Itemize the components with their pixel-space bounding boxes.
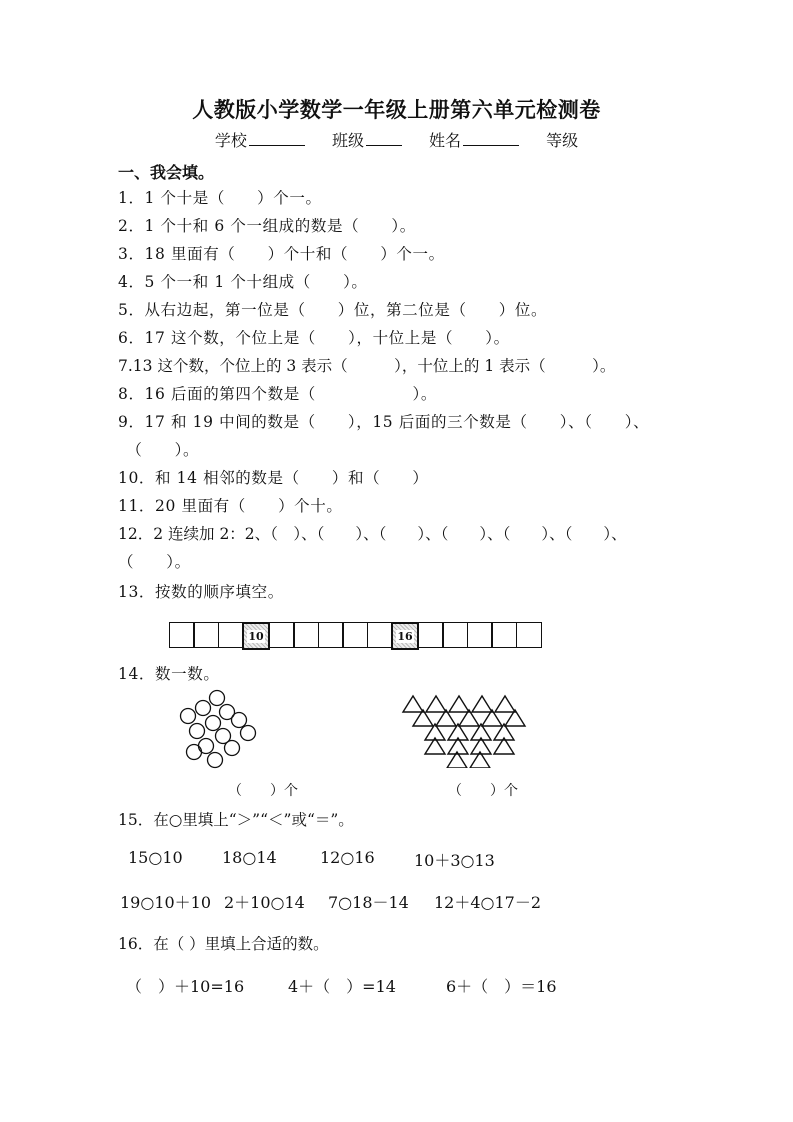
question-6: 6．17 这个数，个位上是（ ），十位上是（ ）。 xyxy=(118,329,510,347)
section-heading: 一、我会填。 xyxy=(118,163,215,182)
question-5: 5．从右边起，第一位是（ ）位，第二位是（ ）位。 xyxy=(118,301,548,319)
compare-item[interactable]: 12○16 xyxy=(320,848,375,867)
triangle-shape xyxy=(403,696,423,712)
strip-cell-number: 16 xyxy=(397,629,413,643)
strip-cell-blank[interactable] xyxy=(169,622,195,648)
question-3: 3．18 里面有（ ）个十和（ ）个一。 xyxy=(118,245,445,263)
question-4: 4．5 个一和 1 个十组成（ ）。 xyxy=(118,273,368,291)
question-9: 9．17 和 19 中间的数是（ ），15 后面的三个数是（ ）、（ ）、 xyxy=(118,413,650,431)
fill-item[interactable]: 6＋（ ）＝16 xyxy=(446,977,557,996)
strip-cell-blank[interactable] xyxy=(342,622,368,648)
circle-shape xyxy=(225,741,240,756)
triangle-shape xyxy=(495,696,515,712)
strip-cell-blank[interactable] xyxy=(193,622,219,648)
compare-item[interactable]: 15○10 xyxy=(128,848,183,867)
strip-cell-blank[interactable] xyxy=(418,622,444,648)
triangles-figure xyxy=(395,688,535,768)
circle-shape xyxy=(190,724,205,739)
strip-cell-blank[interactable] xyxy=(218,622,244,648)
circle-shape xyxy=(187,745,202,760)
compare-item[interactable]: 7○18－14 xyxy=(328,893,409,912)
strip-cell-blank[interactable] xyxy=(293,622,319,648)
question-9-cont: （ ）。 xyxy=(118,441,200,459)
triangle-shape xyxy=(426,696,446,712)
question-1: 1．1 个十是（ ）个一。 xyxy=(118,189,322,207)
circle-shape xyxy=(208,753,223,768)
grade-label: 等级 xyxy=(546,131,579,150)
compare-item[interactable]: 18○14 xyxy=(222,848,277,867)
class-blank[interactable] xyxy=(366,131,402,146)
student-info-fields xyxy=(0,128,793,151)
compare-item[interactable]: 12＋4○17－2 xyxy=(434,893,542,912)
circle-shape xyxy=(232,713,247,728)
question-11: 11．20 里面有（ ）个十。 xyxy=(118,497,343,515)
question-8: 8．16 后面的第四个数是（ ）。 xyxy=(118,385,437,403)
number-sequence-strip xyxy=(170,622,542,648)
question-16: 16．在（ ）里填上合适的数。 xyxy=(118,935,329,953)
triangle-shape xyxy=(449,696,469,712)
strip-cell-blank[interactable] xyxy=(516,622,542,648)
question-12: 12．2 连续加 2：2、（ ）、（ ）、（ ）、（ ）、（ ）、（ ）、 xyxy=(118,525,627,543)
strip-cell-number: 10 xyxy=(248,629,264,643)
strip-cell-blank[interactable] xyxy=(269,622,295,648)
circle-shape xyxy=(181,709,196,724)
circle-shape xyxy=(241,726,256,741)
question-2: 2．1 个十和 6 个一组成的数是（ ）。 xyxy=(118,217,416,235)
compare-item[interactable]: 10＋3○13 xyxy=(414,851,495,870)
circle-shape xyxy=(206,716,221,731)
strip-cell-blank[interactable] xyxy=(367,622,393,648)
question-13: 13．按数的顺序填空。 xyxy=(118,583,284,601)
triangles-count-blank[interactable]: （ ）个 xyxy=(448,783,518,799)
circles-count-blank[interactable]: （ ）个 xyxy=(228,783,298,799)
question-12-cont: （ ）。 xyxy=(118,553,191,571)
fill-item[interactable]: 4＋（ ）=14 xyxy=(288,977,396,996)
strip-cell-blank[interactable] xyxy=(467,622,493,648)
name-label: 姓名 xyxy=(429,131,462,150)
circle-shape xyxy=(199,739,214,754)
compare-item[interactable]: 19○10＋10 xyxy=(120,893,212,912)
school-label: 学校 xyxy=(214,131,247,150)
strip-cell-given xyxy=(242,622,270,650)
compare-item[interactable]: 2＋10○14 xyxy=(224,893,305,912)
question-14: 14．数一数。 xyxy=(118,665,220,683)
school-blank[interactable] xyxy=(249,131,305,146)
fill-item[interactable]: （ ）＋10=16 xyxy=(126,977,245,996)
name-blank[interactable] xyxy=(463,131,519,146)
circles-figure xyxy=(170,688,270,776)
question-15: 15．在○里填上“＞”“＜”或“＝”。 xyxy=(118,811,354,829)
question-10: 10．和 14 相邻的数是（ ）和（ ） xyxy=(118,469,429,487)
question-7: 7.13 这个数，个位上的 3 表示（ ），十位上的 1 表示（ ）。 xyxy=(118,357,616,375)
circle-shape xyxy=(196,701,211,716)
page-title: 人教版小学数学一年级上册第六单元检测卷 xyxy=(192,98,601,122)
strip-cell-blank[interactable] xyxy=(491,622,517,648)
strip-cell-blank[interactable] xyxy=(318,622,344,648)
strip-cell-given xyxy=(391,622,419,650)
triangle-shape xyxy=(472,696,492,712)
class-label: 班级 xyxy=(331,131,364,150)
strip-cell-blank[interactable] xyxy=(442,622,468,648)
circle-shape xyxy=(210,691,225,706)
